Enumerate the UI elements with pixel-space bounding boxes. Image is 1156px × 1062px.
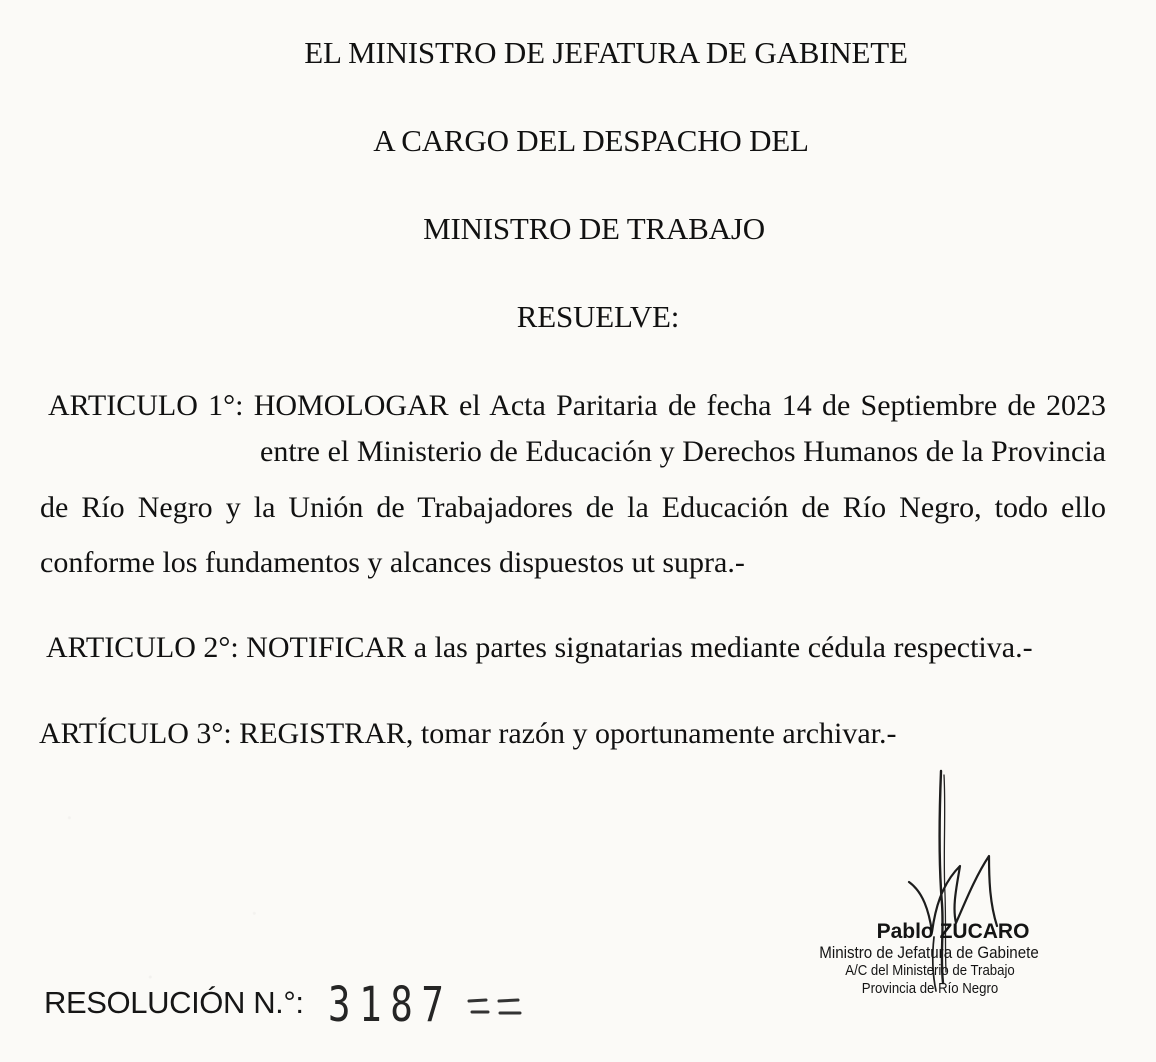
resolution-number: 3187 [328,977,453,1033]
heading-minister: EL MINISTRO DE JEFATURA DE GABINETE [304,35,908,70]
article-3: ARTÍCULO 3°: REGISTRAR, tomar razón y oportunamente archivar.- [39,717,897,750]
article-1-line-1: ARTICULO 1°: HOMOLOGAR el Acta Paritaria de fecha 14 de Septiembre de 2023 [48,389,1106,422]
heading-resolves: RESUELVE: [516,299,680,334]
signer-province: Provincia de Río Negro [861,980,999,997]
article-2: ARTICULO 2°: NOTIFICAR a las partes signatarias mediante cédula respectiva.- [46,631,1033,664]
heading-office: A CARGO DEL DESPACHO DEL [373,123,809,158]
article-1-line-3: de Río Negro y la Unión de Trabajadores de la Educación de Río Negro, todo ello [40,491,1106,524]
article-1-line-4: conforme los fundamentos y alcances dispuestos ut supra.- [40,546,745,579]
signature-stamp [760,920,1100,998]
article-1-line-2: entre el Ministerio de Educación y Derechos Humanos de la Provincia [260,435,1106,468]
handwritten-dash-marks [464,996,524,1021]
signer-name: Pablo ZUCARO [876,920,1030,943]
heading-ministry: MINISTRO DE TRABAJO [423,211,765,246]
resolution-label: RESOLUCIÓN N.°: [44,985,304,1020]
signer-title: Ministro de Jefatura de Gabinete [819,943,1039,962]
signer-office: A/C del Ministerio de Trabajo [845,962,1015,979]
